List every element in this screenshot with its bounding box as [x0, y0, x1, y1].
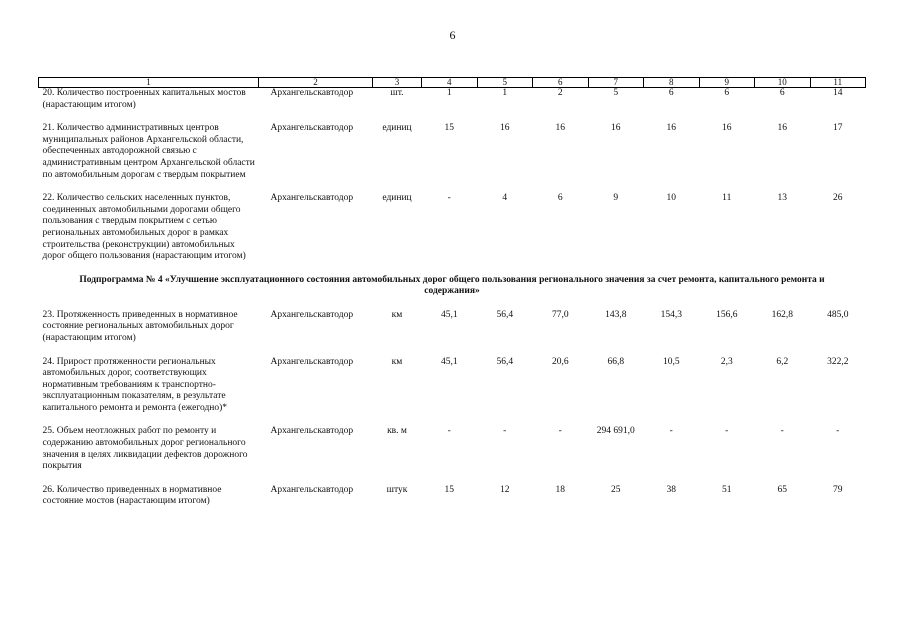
- value-cell: 18: [555, 484, 565, 495]
- value-cell: 38: [666, 484, 676, 495]
- table-row: [39, 485, 866, 508]
- value-cell: 15: [444, 123, 454, 134]
- column-number-header: [39, 78, 866, 88]
- executor: Архангельскавтодор: [270, 426, 354, 437]
- value-cell: 154,3: [660, 309, 682, 320]
- value-cell: 79: [833, 484, 843, 495]
- value-cell: 5: [613, 88, 619, 98]
- value-cell: 162,8: [771, 309, 793, 320]
- table-row: [39, 193, 866, 263]
- table-row: [39, 357, 866, 415]
- value-cell: 6: [557, 193, 563, 204]
- page-number: 6: [449, 28, 456, 42]
- value-cell: 143,8: [605, 309, 627, 320]
- value-cell: -: [447, 426, 451, 437]
- value-cell: 16: [777, 123, 787, 134]
- value-cell: -: [836, 426, 840, 437]
- header-col: 6: [533, 78, 589, 88]
- value-cell: 25: [611, 484, 621, 495]
- indicator-name: 25. Объем неотложных работ по ремонту и содержанию автомобильных дорог регионального значения в целях ликвидации дефектов дорожного покрытия: [42, 426, 248, 472]
- table-row: [39, 310, 866, 345]
- value-cell: 77,0: [551, 309, 569, 320]
- value-cell: 16: [666, 123, 676, 134]
- executor: Архангельскавтодор: [270, 193, 354, 204]
- table-row: [39, 88, 866, 112]
- executor: Архангельскавтодор: [270, 123, 354, 134]
- value-cell: 6,2: [776, 356, 789, 367]
- value-cell: 2,3: [720, 356, 733, 367]
- value-cell: 10: [666, 193, 676, 204]
- unit: шт.: [390, 88, 404, 98]
- value-cell: 485,0: [827, 309, 849, 320]
- value-cell: 322,2: [827, 356, 849, 367]
- unit: единиц: [382, 193, 412, 204]
- unit: км: [391, 309, 403, 320]
- value-cell: 56,4: [496, 356, 514, 367]
- indicator-name: 24. Прирост протяженности региональных автомобильных дорог, соответствующих нормативным требованиям к транспортно-эксплуатационным показателям, в результате капитального ремонта и ремонта (ежегодно)*: [42, 356, 228, 413]
- executor: Архангельскавтодор: [270, 484, 354, 495]
- value-cell: 10,5: [662, 356, 680, 367]
- header-col: 3: [373, 78, 422, 88]
- value-cell: -: [558, 426, 562, 437]
- value-cell: -: [725, 426, 729, 437]
- value-cell: 14: [833, 88, 843, 98]
- value-cell: 1: [446, 88, 452, 98]
- executor: Архангельскавтодор: [270, 88, 354, 98]
- value-cell: 66,8: [607, 356, 625, 367]
- value-cell: -: [669, 426, 673, 437]
- value-cell: 4: [502, 193, 508, 204]
- indicator-name: 21. Количество административных центров муниципальных районов Архангельской области, обеспеченных автодорожной связью с административным центром Архангельской области по автомобильным дорогам с твердым покрытием: [42, 123, 255, 180]
- unit: единиц: [382, 123, 412, 134]
- value-cell: 16: [500, 123, 510, 134]
- indicator-name: 22. Количество сельских населенных пунктов, соединенных автомобильными дорогами общего пользования с твердым покрытием с сетью региональных автомобильных дорог в рамках строительства (реконструкции) автомобильных дорог общего пользования (нарастающим итогом): [42, 193, 246, 262]
- header-col: 10: [755, 78, 811, 88]
- value-cell: 13: [777, 193, 787, 204]
- unit: кв. м: [387, 426, 407, 437]
- value-cell: 15: [444, 484, 454, 495]
- executor: Архангельскавтодор: [270, 356, 354, 367]
- value-cell: 65: [777, 484, 787, 495]
- value-cell: 1: [502, 88, 508, 98]
- value-cell: -: [447, 193, 451, 204]
- value-cell: -: [503, 426, 507, 437]
- value-cell: 6: [724, 88, 730, 98]
- header-col: 4: [422, 78, 478, 88]
- subprogram-row: [39, 275, 866, 298]
- subprogram-title: Подпрограмма № 4 «Улучшение эксплуатационного состояния автомобильных дорог общего пользования регионального значения за счет ремонта, капитального ремонта и содержания»: [79, 274, 825, 297]
- indicator-name: 26. Количество приведенных в нормативное состояние мостов (нарастающим итогом): [42, 484, 222, 507]
- indicators-table: [38, 77, 866, 508]
- value-cell: 6: [779, 88, 785, 98]
- value-cell: 2: [557, 88, 563, 98]
- header-col: 1: [39, 78, 259, 88]
- value-cell: 156,6: [716, 309, 738, 320]
- value-cell: 20,6: [551, 356, 569, 367]
- value-cell: 9: [613, 193, 619, 204]
- header-col: 8: [644, 78, 700, 88]
- value-cell: 16: [611, 123, 621, 134]
- value-cell: -: [780, 426, 784, 437]
- header-col: 5: [477, 78, 533, 88]
- value-cell: 294 691,0: [596, 426, 635, 437]
- indicator-name: 20. Количество построенных капитальных мостов (нарастающим итогом): [42, 88, 246, 110]
- value-cell: 26: [833, 193, 843, 204]
- value-cell: 12: [500, 484, 510, 495]
- value-cell: 11: [722, 193, 732, 204]
- value-cell: 16: [722, 123, 732, 134]
- executor: Архангельскавтодор: [270, 309, 354, 320]
- value-cell: 56,4: [496, 309, 514, 320]
- value-cell: 51: [722, 484, 732, 495]
- value-cell: 16: [555, 123, 565, 134]
- unit: км: [391, 356, 403, 367]
- table-row: [39, 426, 866, 472]
- value-cell: 45,1: [440, 309, 458, 320]
- indicator-name: 23. Протяженность приведенных в нормативное состояние региональных автомобильных дорог (нарастающим итогом): [42, 309, 238, 343]
- value-cell: 17: [833, 123, 843, 134]
- unit: штук: [386, 484, 408, 495]
- header-col: 9: [699, 78, 755, 88]
- header-col: 2: [259, 78, 373, 88]
- value-cell: 45,1: [440, 356, 458, 367]
- header-col: 11: [810, 78, 866, 88]
- value-cell: 6: [668, 88, 674, 98]
- header-col: 7: [588, 78, 644, 88]
- table-row: [39, 123, 866, 181]
